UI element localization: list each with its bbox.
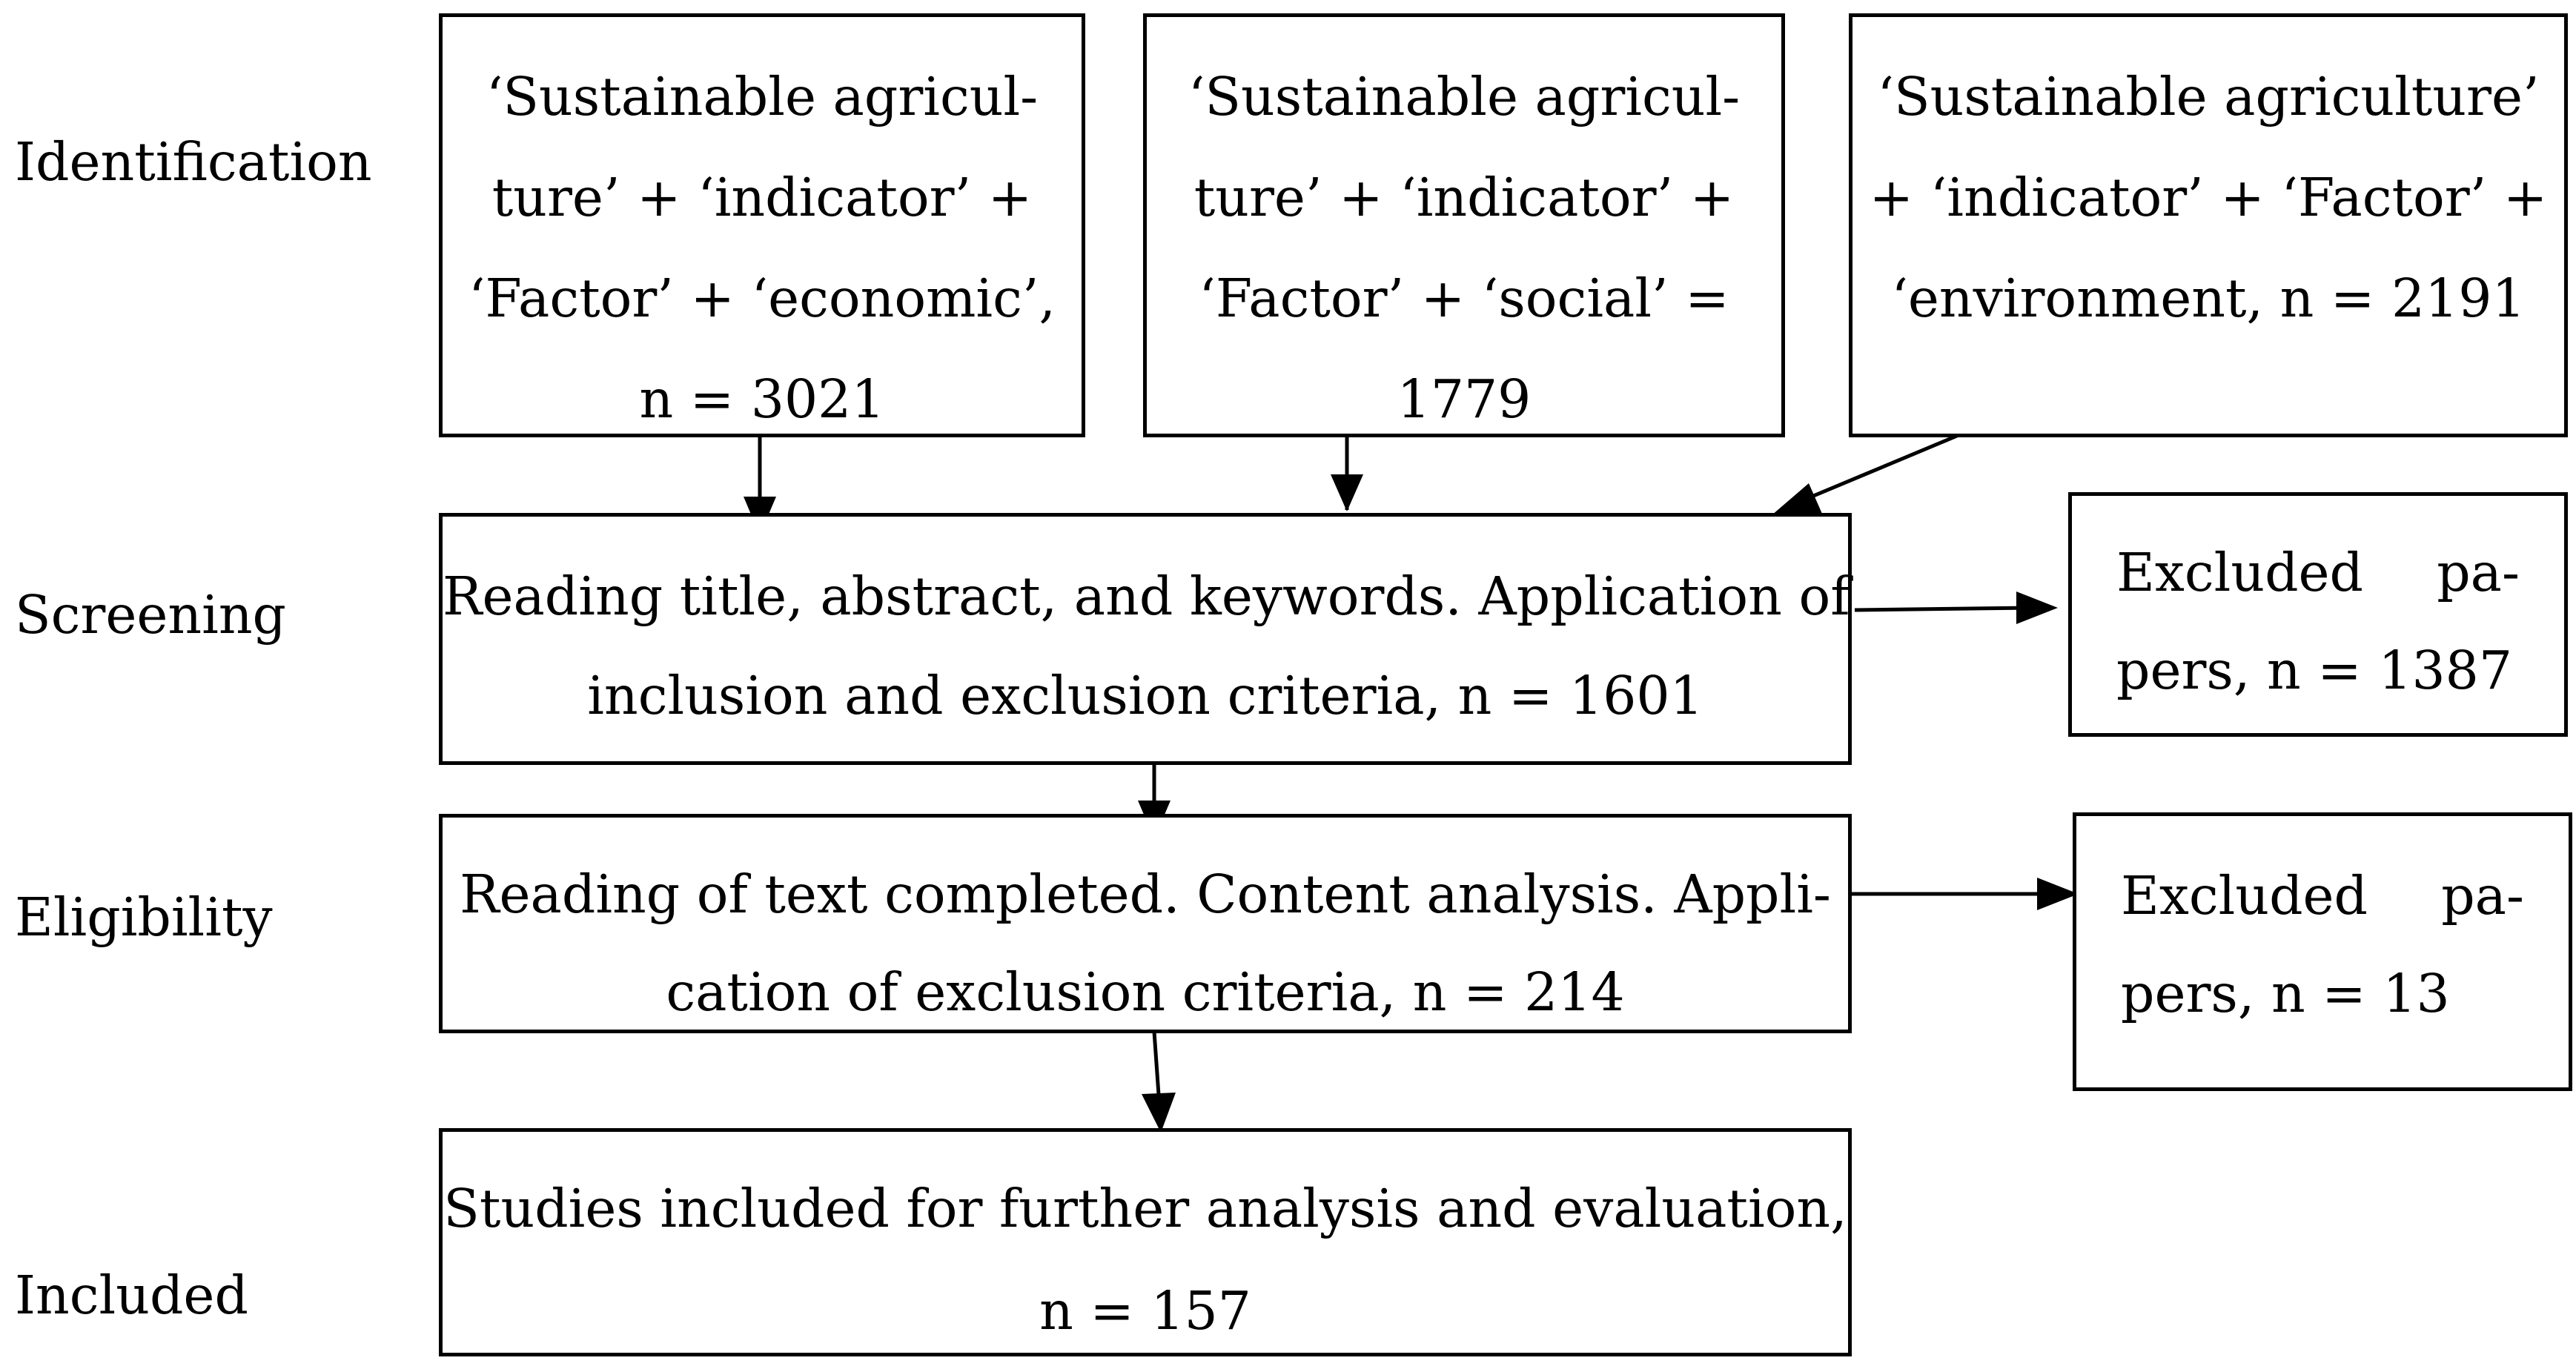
box-text-line: pers, n = 1387 [2116,640,2513,701]
box-text-line: ‘Sustainable agriculture’ [1877,66,2540,127]
box-text-line: ‘Factor’ + ‘social’ = [1199,268,1729,329]
box-text-line: cation of exclusion criteria, n = 214 [666,961,1625,1023]
excluded-word: Excluded [2116,542,2363,603]
hyphenated-word-part: pa- [2441,865,2524,927]
box-text-line: Reading of text completed. Content analysis. Appli- [460,864,1831,925]
box-text-line: pers, n = 13 [2121,963,2450,1024]
box-text-line: ‘environment, n = 2191 [1891,268,2526,329]
box-text-line [2121,865,2524,927]
arrowhead-eligibility-to-included [1142,1093,1176,1133]
box-text-line: ture’ + ‘indicator’ + [491,167,1033,228]
box-text-line: n = 3021 [639,368,885,430]
stage-label-included: Included [15,1265,248,1326]
box-text-line: ‘Sustainable agricul- [1188,66,1741,127]
identification-box-economic [439,13,1085,437]
arrow-screening-to-excluded [1855,608,2031,610]
stage-label-screening: Screening [15,584,286,646]
stage-label-identification: Identification [15,131,372,193]
identification-box-environment [1849,13,2568,437]
box-text-line: Studies included for further analysis and evaluation, [443,1178,1847,1239]
arrowhead-screening-to-excluded [2016,591,2058,624]
box-text-line: ture’ + ‘indicator’ + [1193,167,1735,228]
box-text-line: n = 157 [1039,1280,1251,1342]
arrowhead-social-to-screening [1331,474,1363,511]
box-text-line: inclusion and exclusion criteria, n = 1601 [587,665,1703,726]
box-text-line: ‘Factor’ + ‘economic’, [468,268,1056,329]
eligibility-box [439,814,1852,1033]
identification-box-social [1143,13,1785,437]
screening-excluded-box [2068,492,2568,737]
box-text-line [2116,542,2520,603]
box-text-line: Reading title, abstract, and keywords. Application of [443,566,1850,627]
screening-box [439,513,1852,765]
box-text-line: ‘Sustainable agricul- [486,66,1039,127]
eligibility-excluded-box [2073,812,2572,1091]
stage-label-eligibility: Eligibility [15,887,273,948]
included-box [439,1128,1852,1356]
arrow-environment-to-screening [1794,436,1957,504]
box-text-line: + ‘indicator’ + ‘Factor’ + [1869,167,2548,228]
excluded-word: Excluded [2121,865,2368,927]
arrowhead-environment-to-screening [1772,483,1822,515]
box-text-line: 1779 [1397,368,1532,430]
hyphenated-word-part: pa- [2437,542,2520,603]
